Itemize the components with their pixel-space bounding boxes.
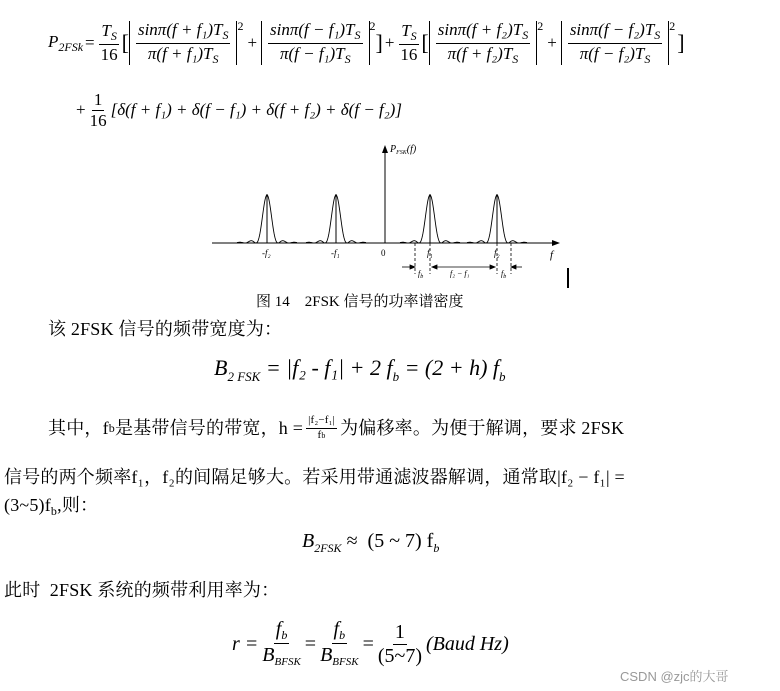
term-2: $\frac{\sin\pi(f - f_1)T_S}{\pi(f - f_1)T_S}$ [261, 21, 369, 65]
bandwidth-intro: 该 2FSK 信号的频带宽度为： [48, 319, 283, 339]
watermark: CSDN @zjc的大哥 [620, 669, 729, 684]
psd-lhs: $P_{2FSk}$ [48, 31, 84, 54]
psd-figure [200, 140, 580, 290]
x-axis-label: f [550, 249, 554, 261]
tick-neg-f1: -f₁ [331, 248, 340, 258]
tick-f1: f₁ [427, 248, 433, 258]
paragraph-spacing: 信号的两个频率f₁，f₂的间隔足够大。若采用带通滤波器解调，通常取|f₂ − f₁| = [4, 467, 625, 487]
term-4: $\frac{\sin\pi(f - f_2)T_S}{\pi(f - f_2)T_S}$ [561, 21, 669, 65]
term-1: $\frac{\sin\pi(f + f_1)T_S}{\pi(f + f_1)T_S}$ [129, 21, 237, 65]
paragraph-fb-definition: 其中，f b 是基带信号的带宽，h = $\frac{\text{|f₂−f₁|}}{fb}$ 为偏移率。为便于解调，要求 2FSK [48, 413, 625, 441]
term-3: $\frac{\sin\pi(f + f_2)T_S}{\pi(f + f_2)T_S}$ [429, 21, 537, 65]
delta-terms: [δ(f + f₁) + δ(f − f₁) + δ(f + f₂) + δ(f − f₂)] [110, 100, 402, 119]
text-cursor [567, 268, 569, 288]
utilization-intro: 此时 2FSK 系统的频带利用率为： [4, 580, 280, 600]
tick-span: f₂ − f₁ [450, 269, 470, 278]
paragraph-range: $(3\sim 5)f_b$,则： [4, 495, 99, 518]
y-axis-label: $P_{FSK}(f)$ [390, 144, 417, 156]
psd-formula-line2: + $\frac{1}{16}$ [δ(f + f₁) + δ(f − f₁) + δ(f + f₂) + δ(f − f₂)] [76, 89, 402, 130]
ts-over-16: $\frac{T_S}{16}$ [100, 21, 118, 64]
ts-over-16-b: $\frac{T_S}{16}$ [400, 21, 418, 64]
figure-caption: 图 14 2FSK 信号的功率谱密度 [256, 294, 464, 310]
tick-neg-f2: -f₂ [262, 248, 271, 258]
tick-fb-right: $f_b$ [501, 269, 507, 280]
utilization-formula: r = $\frac{f_b}{B_{BFSK}}$ = $\frac{f_b}{B_{BFSK}}$ = $\frac{1}{(5\sim 7)}$ (Baud Hz) [232, 618, 509, 669]
tick-fb-left: $f_b$ [418, 269, 424, 280]
bandwidth-formula: $B_{2 FSK} = |f_2 - f_1| + 2$ $f_b = (2 + h)$ $f_b$ [214, 355, 506, 384]
psd-formula-line1: $P_{2FSk}$ = $\frac{T_S}{16}$ [ $\frac{\sin\pi(f + f_1)T_S}{\pi(f + f_1)T_S}$ $^2$ + $\frac{\sin\pi(f - f_1)T_S}{\pi(f - f_1)T_S}$ $^2$ ] + $\frac{T_S}{16}$ [ $\frac{\sin\pi(f + f_2)T_S}{\pi(f + f_2)T_S}$ $^2$ + $\frac{\sin\pi(f - f_2)T_S}{\pi(f - f_2)T_S}$ $^2$ ] [48, 18, 685, 66]
equals-sign: = [85, 33, 95, 52]
tick-f2: f₂ [494, 248, 500, 258]
tick-zero: 0 [381, 248, 386, 258]
approx-bandwidth-formula: $B_{2FSK} \approx (5$ ~ 7) $f_b$ [302, 530, 440, 555]
